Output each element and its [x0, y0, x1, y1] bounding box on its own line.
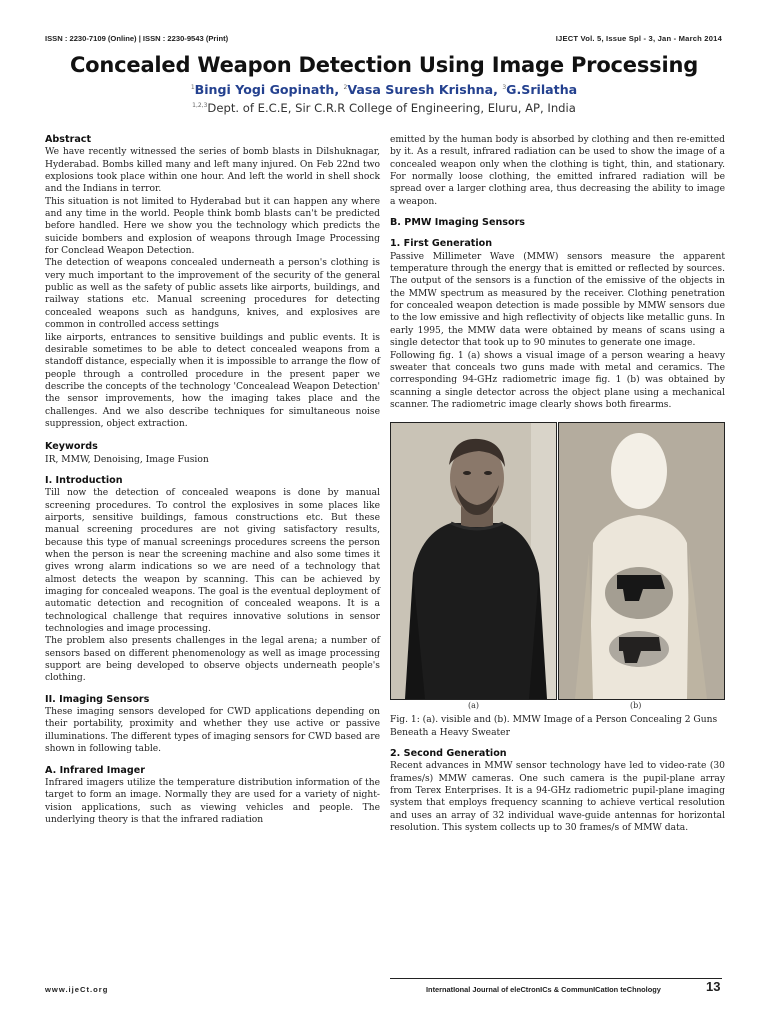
keywords-text: IR, MMW, Denoising, Image Fusion — [45, 454, 209, 465]
page-number: 13 — [706, 979, 721, 994]
left-column — [45, 134, 380, 826]
author-1-superscript: 1 — [190, 83, 195, 91]
introduction-paragraph: Till now the detection of concealed weapons is done by manual screening procedures. To control the explosives in some places like airports, sensitive buildings, famous constructions etc. But these manual screening procedures are not giving satisfactory results, because this type of manual screenings procedures screens the person when the person is near the screening machine and also some times it gives wrong alarm indications so we are need of a technology that almost detects the weapon by scanning. This can be achieved by imaging for concealed weapons. The goal is the eventual deployment of automatic detection and recognition of concealed weapons. It is a technological challenge that requires innovative solutions in sensor technologies and image processing. — [45, 488, 380, 635]
header-issn: ISSN : 2230-7109 (Online) | ISSN : 2230-9543 (Print) — [45, 34, 229, 43]
infrared-continuation-paragraph: emitted by the human body is absorbed by clothing and then re-emitted by it. As a result, infrared radiation can be used to show the image of a concealed weapon only when the clothing is tight, thin, and stationary. For normally loose clothing, the emitted infrared radiation will be spread over a larger clothing area, thus decreasing the ability to image a weapon. — [390, 135, 725, 207]
abstract-paragraph: like airports, entrances to sensitive buildings and public events. It is desirable sometimes to be able to detect concealed weapons from a standoff distance, especially when it is impossible to arrange the flow of people through a controlled procedure in the present paper we describe the concepts of the technology 'Concealead Weapon Detection' the sensor improvements, how the imaging takes place and the challenges. And we also describe techniques for simultaneous noise suppression, object extraction. — [45, 332, 380, 429]
figure-1 — [390, 422, 725, 712]
figure-label-a: (a) — [468, 701, 480, 711]
author-3-superscript: 3 — [502, 83, 507, 91]
author-list — [0, 82, 768, 97]
imaging-sensors-heading: II. Imaging Sensors — [45, 693, 150, 705]
first-generation-paragraph: Passive Millimeter Wave (MMW) sensors measure the apparent temperature through the energy that is emitted or reflected by sources. The output of the sensors is a function of the emissive of the objects in the MMW spectrum as measured by the receiver. Clothing penetration for concealed weapon detection is made possible by MMW sensors due to the low emissive and high reflectivity of objects like metallic guns. In early 1995, the MMW data were obtained by means of scans using a single detector that took up to 90 minutes to generate one image. — [390, 251, 725, 349]
mmw-image-photo — [558, 422, 725, 700]
abstract-paragraph: This situation is not limited to Hyderabad but it can happen any where and any time in the world. People think bomb blasts can't be predicted before handled. Here we show you the technology which predicts the suicide bombers and explosion of weapons through Image Processing for Conclead Weapon Detection. — [45, 196, 380, 257]
affiliation — [0, 101, 768, 115]
second-generation-paragraph: Recent advances in MMW sensor technology have led to video-rate (30 frames/s) MMW cameras. One such camera is the pupil-plane array from Terex Enterprises. It is a 94-GHz radiometric pupil-plane imaging system that employs frequency scanning to achieve vertical resolution and uses an array of 32 individual wave-guide antennas for horizontal resolution. This system collects up to 30 frames/s of MMW data. — [390, 761, 725, 833]
paper-title: Concealed Weapon Detection Using Image Processing — [69, 53, 699, 77]
author-1-name: Bingi Yogi Gopinath, — [194, 82, 340, 97]
person-visible-illustration — [391, 423, 556, 699]
abstract-paragraph: The detection of weapons concealed underneath a person's clothing is very much important to the improvement of the security of the general public as well as the safety of public assets like airports, buildings, and railway stations etc. Manual screening procedures for detecting concealed weapons such as handguns, knives, and explosives are common in controlled access settings — [45, 258, 380, 331]
footer-divider — [390, 978, 722, 979]
mmw-radiometric-illustration — [559, 423, 724, 699]
first-generation-paragraph: Following fig. 1 (a) shows a visual image of a person wearing a heavy sweater that conceals two guns made with metal and ceramics. The corresponding 94-GHz radiometric image fig. 1 (b) was obtained by scanning a single detector across the object plane using a mechanical scanner. The radiometric image clearly shows both firearms. — [390, 350, 725, 410]
footer-website: www.ijeCt.org — [45, 985, 109, 994]
infrared-imager-paragraph: Infrared imagers utilize the temperature distribution information of the target to form an image. Normally they are used for a variety of night-vision applications, such as viewing vehicles and people. The underlying theory is that the infrared radiation — [45, 777, 380, 825]
imaging-sensors-paragraph: These imaging sensors developed for CWD applications depending on their portability, proximity and whether they use active or passive illuminations. The different types of imaging sensors for CWD based are shown in following table. — [45, 707, 380, 755]
affiliation-text: Dept. of E.C.E, Sir C.R.R College of Engineering, Eluru, AP, India — [207, 101, 576, 115]
keywords-heading: Keywords — [45, 441, 98, 453]
author-2-name: Vasa Suresh Krishna, — [347, 82, 498, 97]
visible-image-photo — [390, 422, 557, 700]
pmw-imaging-heading: B. PMW Imaging Sensors — [390, 217, 526, 229]
abstract-heading: Abstract — [45, 134, 92, 145]
abstract-paragraph: We have recently witnessed the series of bomb blasts in Dilshuknagar, Hyderabad. Bombs killed many and left many injured. On Feb 22nd two explosions took place within one hour. And left the world in shell shock and the Indians in terror. — [45, 147, 380, 195]
introduction-heading: I. Introduction — [45, 474, 123, 486]
second-generation-heading: 2. Second Generation — [390, 747, 507, 759]
infrared-imager-heading: A. Infrared Imager — [45, 764, 145, 776]
first-generation-heading: 1. First Generation — [390, 238, 493, 250]
header-journal-reference: IJECT Vol. 5, Issue Spl - 3, Jan - March 2014 — [555, 34, 722, 43]
right-column — [390, 134, 725, 834]
figure-caption: Fig. 1: (a). visible and (b). MMW Image of a Person Concealing 2 Guns Beneath a Heavy Sweater — [390, 715, 718, 738]
author-3-name: G.Srilatha — [506, 82, 578, 97]
introduction-paragraph: The problem also presents challenges in the legal arena; a number of sensors based on different phenomenology as well as image processing support are being developed to observe objects underneath people's clothing. — [45, 636, 380, 684]
author-2-superscript: 2 — [343, 83, 348, 91]
footer-journal-name: InternatIonal Journal of eleCtronICs & CommunICatIon teChnology — [426, 985, 661, 994]
affiliation-superscript: 1,2,3 — [192, 102, 208, 110]
figure-label-b: (b) — [630, 701, 642, 711]
